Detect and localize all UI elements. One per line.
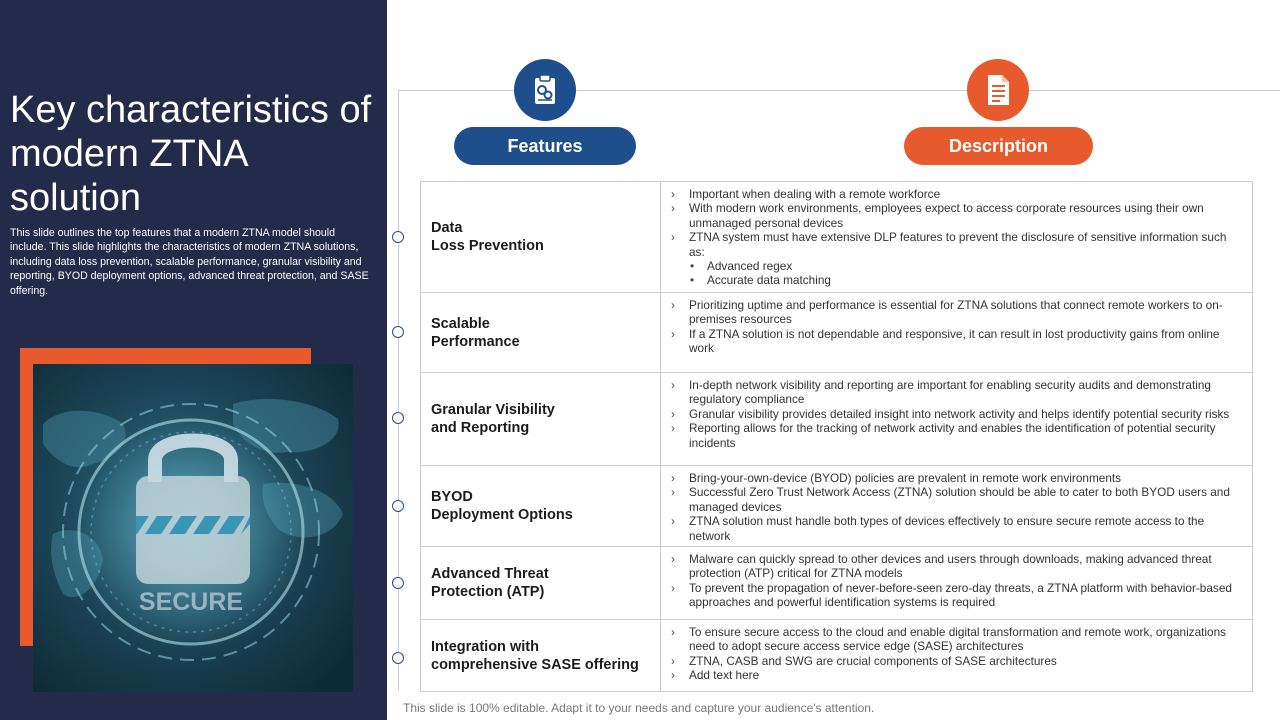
- description-item: › With modern work environments, employees expect to access corporate resources using their own unmanaged personal devices: [671, 201, 1244, 230]
- timeline-dot: [392, 652, 404, 664]
- table-row: [421, 182, 1252, 293]
- left-panel: [0, 0, 387, 720]
- clipboard-gear-icon: [528, 73, 562, 107]
- feature-label: Scalable Performance: [421, 293, 661, 372]
- description-item: › ZTNA solution must handle both types of devices effectively to ensure secure remote access to the network: [671, 514, 1244, 543]
- table-row: [421, 547, 1252, 620]
- description-item: › Successful Zero Trust Network Access (ZTNA) solution should be able to cater to both BYOD users and managed devices: [671, 485, 1244, 514]
- timeline-dot: [392, 231, 404, 243]
- document-icon: [983, 73, 1013, 107]
- description-cell: [661, 293, 1252, 372]
- description-item: › If a ZTNA solution is not dependable and responsive, it can result in lost productivity gains from online work: [671, 327, 1244, 356]
- features-header-pill: Features: [454, 127, 636, 165]
- timeline-dot: [392, 412, 404, 424]
- description-item: › Bring-your-own-device (BYOD) policies are prevalent in remote work environments: [671, 471, 1244, 485]
- description-cell: [661, 182, 1252, 292]
- description-icon-circle: [967, 59, 1029, 121]
- slide-subtitle: This slide outlines the top features that a modern ZTNA model should include. This slide highlights the characteristics of modern ZTNA solutions, including data loss prevention, scalable performance, granular visibility and reporting, BYOD deployment options, advanced threat protection, and SASE offering.: [10, 227, 369, 297]
- feature-label: Integration with comprehensive SASE offering: [421, 620, 661, 691]
- description-item: › In-depth network visibility and reporting are important for enabling security audits and demonstrating regulatory compliance: [671, 378, 1244, 407]
- table-row: [421, 373, 1252, 466]
- description-item: › Reporting allows for the tracking of network activity and enables the identification of potential security incidents: [671, 421, 1244, 450]
- slide-title: Key characteristics of modern ZTNA solution: [10, 89, 372, 219]
- description-item: › Add text here: [671, 668, 1244, 682]
- description-header-pill: Description: [904, 127, 1093, 165]
- feature-label: BYOD Deployment Options: [421, 466, 661, 546]
- feature-label: Data Loss Prevention: [421, 182, 661, 292]
- description-subitem: • Accurate data matching: [671, 273, 1244, 287]
- description-item: › ZTNA system must have extensive DLP features to prevent the disclosure of sensitive information such as:: [671, 230, 1244, 259]
- description-item: › Granular visibility provides detailed insight into network activity and helps identify potential security risks: [671, 407, 1244, 421]
- description-item: › ZTNA, CASB and SWG are crucial components of SASE architectures: [671, 654, 1244, 668]
- description-item: › Prioritizing uptime and performance is essential for ZTNA solutions that connect remote workers to on-premises resources: [671, 298, 1244, 327]
- timeline-rule: [398, 90, 399, 690]
- timeline-dot: [392, 326, 404, 338]
- description-cell: [661, 466, 1252, 546]
- secure-label: SECURE: [138, 588, 244, 616]
- description-subitem: • Advanced regex: [671, 259, 1244, 273]
- description-cell: [661, 547, 1252, 619]
- description-item: › To ensure secure access to the cloud and enable digital transformation and remote work, organizations need to adopt secure access service edge (SASE) architectures: [671, 625, 1244, 654]
- timeline-dot: [392, 577, 404, 589]
- description-cell: [661, 620, 1252, 691]
- description-item: › Malware can quickly spread to other devices and users through downloads, making advanced threat protection (ATP) critical for ZTNA models: [671, 552, 1244, 581]
- feature-label: Granular Visibility and Reporting: [421, 373, 661, 465]
- secure-lock-image: [33, 364, 353, 692]
- table-row: [421, 466, 1252, 547]
- features-icon-circle: [514, 59, 576, 121]
- table-row: [421, 620, 1252, 691]
- table-row: [421, 293, 1252, 373]
- description-item: › Important when dealing with a remote workforce: [671, 187, 1244, 201]
- characteristics-table: [420, 181, 1253, 692]
- description-item: › To prevent the propagation of never-before-seen zero-day threats, a ZTNA platform with behavior-based approaches and powerful identification systems is required: [671, 581, 1244, 610]
- description-cell: [661, 373, 1252, 465]
- footer-note: This slide is 100% editable. Adapt it to your needs and capture your audience's attention.: [403, 701, 875, 715]
- timeline-dot: [392, 500, 404, 512]
- feature-label: Advanced Threat Protection (ATP): [421, 547, 661, 619]
